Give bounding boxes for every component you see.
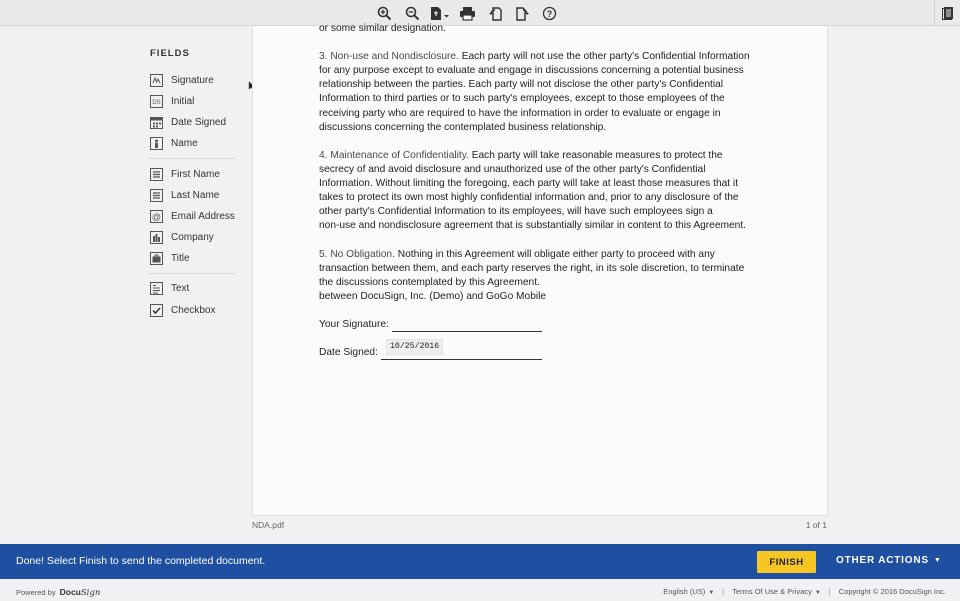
- footer-links: [663, 587, 946, 596]
- footer: [0, 579, 960, 601]
- field-last-name[interactable]: [150, 186, 219, 204]
- other-actions-label: OTHER ACTIONS: [836, 555, 929, 566]
- field-label: Text: [171, 282, 190, 294]
- briefcase-icon: [150, 252, 163, 265]
- signature-icon: [150, 74, 163, 87]
- other-actions-button[interactable]: [836, 555, 942, 566]
- date-label: Date Signed:: [319, 347, 378, 359]
- finish-button[interactable]: FINISH: [757, 551, 816, 573]
- signature-line: [392, 320, 542, 332]
- field-label: Last Name: [171, 189, 220, 201]
- field-label: Initial: [171, 95, 195, 107]
- caret-down-icon: ▼: [708, 590, 715, 596]
- field-label: Signature: [171, 74, 214, 86]
- text-lines-icon: [150, 168, 163, 181]
- field-checkbox[interactable]: [150, 301, 215, 319]
- signature-label: Your Signature:: [319, 318, 389, 330]
- fields-title: FIELDS: [150, 48, 190, 59]
- initial-icon: [150, 95, 163, 108]
- date-signed-field[interactable]: 10/25/2016: [386, 339, 443, 355]
- footer-divider: |: [722, 587, 725, 596]
- at-icon: [150, 210, 163, 223]
- action-message: Done! Select Finish to send the completed document.: [16, 555, 266, 567]
- field-label: Company: [171, 231, 214, 243]
- person-icon: [150, 137, 163, 150]
- building-icon: [150, 231, 163, 244]
- caret-down-icon: ▼: [933, 557, 942, 564]
- caret-down-icon: ▼: [814, 590, 821, 596]
- field-company[interactable]: [150, 228, 214, 246]
- section-heading: 4. Maintenance of Confidentiality.: [319, 149, 469, 161]
- document-body: or some similar designation. 3. Non-use and Nondisclosure. Each party will not use the other party's Confidential Information for any purpose except to evaluate and engage in discussions concerning a potential business relationship between the parties. Each party will not disclose the other party's Confidential Information to third parties or to such party's employees, except to those employees of the receiving party who are required to have the information in order to evaluate or engage in discussions concerning the contemplated business relationship. 4. Maintenance of Confidentiality. Each party will take reasonable measures to protect the secrecy of and avoid disclosure and unauthorized use of the other party's Confidential Information. Without limiting the foregoing, each party will take at least those measures that it takes to protect its own most highly confidential information and, prior to any disclosure of the other party's Confidential Information to its employees, will have such employees sign a non-use and nondisclosure agreement that is substantially similar in content to this Agreement. 5. No Obligation. Nothing in this Agreement will obligate either party to proceed with any transaction between them, and each party reserves the right, in its sole discretion, to terminate the discussions contemplated by this Agreement. between DocuSign, Inc. (Demo) and GoGo Mobile Your Signature: Date Signed:: [319, 22, 769, 360]
- field-email-address[interactable]: [150, 207, 235, 225]
- field-label: Title: [171, 252, 190, 264]
- file-name: NDA.pdf: [252, 520, 285, 530]
- field-label: Email Address: [171, 210, 235, 222]
- field-label: Date Signed: [171, 116, 227, 128]
- divider: [148, 273, 235, 274]
- text-box-icon: [150, 282, 163, 295]
- signature-row: [319, 318, 769, 332]
- field-name[interactable]: [150, 134, 198, 152]
- field-text[interactable]: [150, 279, 189, 297]
- action-bar: [0, 544, 960, 579]
- field-initial[interactable]: [150, 92, 194, 110]
- field-signature[interactable]: [150, 71, 214, 89]
- language-selector[interactable]: English (US) ▼: [663, 587, 715, 596]
- download-icon[interactable]: [428, 4, 452, 22]
- svg-text:?: ?: [546, 8, 552, 19]
- field-title[interactable]: [150, 249, 190, 267]
- copyright: Copyright © 2016 DocuSign Inc.: [838, 587, 946, 596]
- footer-divider: |: [828, 587, 831, 596]
- field-label: Name: [171, 137, 198, 149]
- docusign-logo: DocuSign: [59, 587, 101, 598]
- powered-by: [16, 587, 100, 598]
- checkbox-icon: [150, 304, 163, 317]
- rotate-left-icon[interactable]: [485, 4, 505, 22]
- help-icon[interactable]: [539, 4, 559, 22]
- section-4: 4. Maintenance of Confidentiality. Each party will take reasonable measures to protect the: [319, 149, 723, 161]
- field-date-signed[interactable]: [150, 113, 226, 131]
- svg-text:DS: DS: [152, 99, 161, 106]
- section-heading: 5. No Obligation.: [319, 248, 395, 260]
- section-3: 3. Non-use and Nondisclosure. Each party will not use the other party's Confidential Information: [319, 51, 750, 63]
- document-pages-icon[interactable]: [934, 0, 960, 26]
- print-icon[interactable]: [457, 4, 477, 22]
- calendar-icon: [150, 116, 163, 129]
- section-5: 5. No Obligation. Nothing in this Agreement will obligate either party to proceed with any: [319, 248, 715, 260]
- zoom-out-icon[interactable]: [402, 4, 422, 22]
- field-label: First Name: [171, 168, 220, 180]
- divider: [148, 158, 235, 159]
- powered-by-label: Powered by: [16, 588, 56, 597]
- svg-text:@: @: [151, 211, 162, 222]
- intro-line: or some similar designation.: [319, 23, 446, 34]
- zoom-in-icon[interactable]: [374, 4, 394, 22]
- field-first-name[interactable]: [150, 165, 220, 183]
- page-count: 1 of 1: [805, 520, 827, 530]
- terms-link[interactable]: Terms Of Use & Privacy ▼: [732, 587, 821, 596]
- rotate-right-icon[interactable]: [512, 4, 532, 22]
- section-heading: 3. Non-use and Nondisclosure.: [319, 51, 459, 63]
- text-lines-icon: [150, 189, 163, 202]
- field-label: Checkbox: [171, 304, 216, 316]
